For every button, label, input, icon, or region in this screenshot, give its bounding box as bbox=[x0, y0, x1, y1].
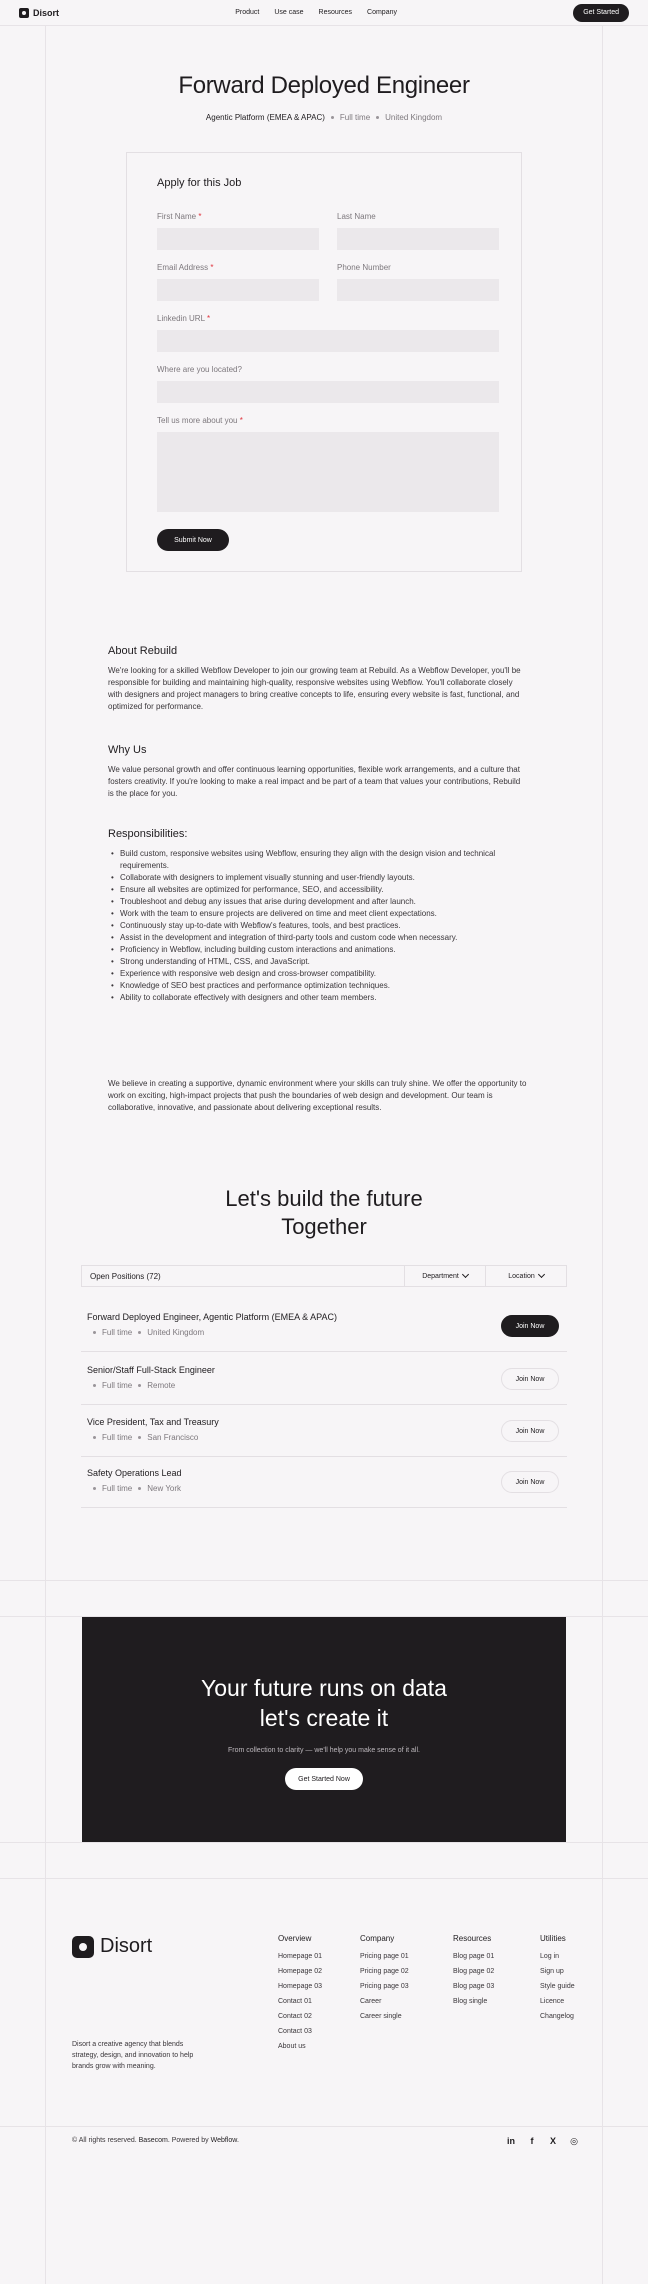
location-group bbox=[157, 365, 499, 403]
closing-text: We believe in creating a supportive, dynamic environment where your skills can truly shine. We offer the opportunity to work on exciting, high-impact projects that push the boundaries of web design and development. Our team is collaborative, innovative, and passionate about delivering exceptional results. bbox=[108, 1079, 527, 1112]
hero bbox=[0, 26, 648, 122]
copyright: © All rights reserved. Basecom. Powered by Webflow. bbox=[72, 2137, 239, 2144]
responsibilities-list bbox=[108, 848, 528, 1004]
instagram-icon[interactable]: ◎ bbox=[570, 2135, 578, 2146]
footer-description: Disort a creative agency that blends strategy, design, and innovation to help brands grow with meaning. bbox=[72, 2041, 194, 2070]
list-item: • Build custom, responsive websites using Webflow, ensuring they align with the design vision and technical requirements. bbox=[108, 848, 528, 872]
nav-links bbox=[235, 9, 397, 16]
job-row[interactable] bbox=[81, 1456, 567, 1508]
about-title: About Rebuild bbox=[108, 645, 178, 657]
job-row-meta: Full time Remote bbox=[93, 1381, 175, 1390]
nav-link-resources[interactable]: Resources bbox=[318, 9, 353, 16]
chevron-down-icon bbox=[462, 1271, 469, 1278]
last-name-group bbox=[337, 212, 499, 250]
phone-label: Phone Number bbox=[337, 263, 391, 272]
job-title: Senior/Staff Full-Stack Engineer bbox=[87, 1365, 215, 1375]
list-item: • Knowledge of SEO best practices and performance optimization techniques. bbox=[108, 980, 528, 992]
footer-link[interactable]: Homepage 02 bbox=[278, 1968, 322, 1975]
job-title: Safety Operations Lead bbox=[87, 1468, 182, 1478]
list-item: • Troubleshoot and debug any issues that arise during development and after launch. bbox=[108, 896, 528, 908]
list-item: • Collaborate with designers to implement visually stunning and user-friendly layouts. bbox=[108, 872, 528, 884]
join-now-button[interactable]: Join Now bbox=[501, 1315, 559, 1337]
about-section bbox=[108, 645, 528, 713]
page-title: Forward Deployed Engineer bbox=[178, 72, 470, 99]
first-name-group bbox=[157, 212, 319, 250]
submit-button[interactable]: Submit Now bbox=[157, 529, 229, 551]
about-group bbox=[157, 416, 499, 512]
nav-link-product[interactable]: Product bbox=[235, 9, 260, 16]
footer-link[interactable]: Contact 01 bbox=[278, 1998, 312, 2005]
job-row-meta: Full time United Kingdom bbox=[93, 1328, 204, 1337]
social-links bbox=[506, 2136, 579, 2146]
top-nav bbox=[0, 0, 648, 26]
responsibilities-section bbox=[108, 828, 528, 1004]
footer-link[interactable]: Pricing page 03 bbox=[360, 1983, 409, 1990]
list-item: • Ensure all websites are optimized for performance, SEO, and accessibility. bbox=[108, 884, 528, 896]
footer-link[interactable]: Pricing page 01 bbox=[360, 1953, 409, 1960]
jobs-filter-bar bbox=[81, 1265, 567, 1287]
footer-link[interactable]: Style guide bbox=[540, 1983, 575, 1990]
separator-dot bbox=[331, 116, 334, 119]
job-team: Agentic Platform (EMEA & APAC) bbox=[205, 113, 325, 122]
divider bbox=[0, 1580, 648, 1581]
location-select[interactable]: Location bbox=[485, 1266, 566, 1286]
footer-column-resources: Resources Blog page 01 Blog page 02 Blog page 03 Blog single bbox=[453, 1934, 495, 2005]
cta-title: Your future runs on data let's create it bbox=[201, 1675, 447, 1731]
linkedin-group bbox=[157, 314, 499, 352]
join-now-button[interactable]: Join Now bbox=[501, 1368, 559, 1390]
list-item: • Ability to collaborate effectively with designers and other team members. bbox=[108, 992, 528, 1004]
job-meta bbox=[0, 113, 648, 122]
cta-subtitle: From collection to clarity — we'll help you make sense of it all. bbox=[228, 1747, 420, 1754]
footer-link[interactable]: Homepage 01 bbox=[278, 1953, 322, 1960]
job-row[interactable] bbox=[81, 1300, 567, 1352]
x-icon[interactable]: X bbox=[549, 2136, 556, 2146]
job-row-meta: Full time New York bbox=[93, 1484, 181, 1493]
responsibilities-title: Responsibilities: bbox=[108, 828, 188, 840]
about-label: Tell us more about you * bbox=[157, 416, 243, 425]
application-form bbox=[126, 152, 522, 572]
basecom-link[interactable]: Basecom. bbox=[138, 2137, 170, 2144]
first-name-label: First Name * bbox=[157, 212, 202, 221]
email-group bbox=[157, 263, 319, 301]
frame-line-left bbox=[45, 26, 46, 2284]
footer-logo[interactable] bbox=[72, 1935, 152, 1958]
get-started-button[interactable]: Get Started bbox=[573, 4, 629, 22]
footer-link[interactable]: Contact 02 bbox=[278, 2013, 312, 2020]
about-text: We're looking for a skilled Webflow Developer to join our growing team at Rebuild. As a Webflow Developer, you'll be responsible for building and maintaining high-quality, responsive websites using Webflow. You'll collaborate closely with designers and project managers to bring creative concepts to life, ensuring every website is fast, functional, and optimized for performance. bbox=[108, 666, 521, 711]
footer-link[interactable]: Career bbox=[360, 1998, 382, 2005]
footer-link[interactable]: Blog page 02 bbox=[453, 1968, 495, 1975]
open-positions-count: Open Positions (72) bbox=[90, 1271, 161, 1281]
job-type: Full time bbox=[339, 113, 371, 122]
job-row[interactable] bbox=[81, 1353, 567, 1405]
footer-link[interactable]: Blog page 03 bbox=[453, 1983, 495, 1990]
chevron-down-icon bbox=[538, 1271, 545, 1278]
brand-name: Disort bbox=[33, 7, 60, 18]
why-title: Why Us bbox=[108, 744, 147, 756]
footer-column-overview: Overview Homepage 01 Homepage 02 Homepage 03 Contact 01 Contact 02 Contact 03 About us bbox=[278, 1934, 322, 2050]
linkedin-icon[interactable]: in bbox=[507, 2136, 515, 2146]
footer-link[interactable]: Log in bbox=[540, 1953, 560, 1960]
location-label: Where are you located? bbox=[157, 365, 242, 374]
footer-link[interactable]: Changelog bbox=[540, 2013, 574, 2020]
last-name-input[interactable] bbox=[337, 228, 499, 250]
jobs-title: Let's build the future Together bbox=[225, 1186, 423, 1239]
footer-link[interactable]: About us bbox=[278, 2043, 306, 2050]
list-item: • Assist in the development and integration of third-party tools and custom code when necessary. bbox=[108, 932, 528, 944]
footer-link[interactable]: Contact 03 bbox=[278, 2028, 312, 2035]
location-input[interactable] bbox=[157, 381, 499, 403]
logo-icon bbox=[72, 1936, 94, 1958]
divider bbox=[0, 2126, 648, 2127]
phone-group bbox=[337, 263, 499, 301]
separator-dot bbox=[376, 116, 379, 119]
footer-link[interactable]: Blog single bbox=[453, 1998, 488, 2005]
nav-link-company[interactable]: Company bbox=[367, 9, 397, 16]
department-select[interactable]: Department bbox=[404, 1266, 485, 1286]
linkedin-input[interactable] bbox=[157, 330, 499, 352]
footer-link[interactable]: Sign up bbox=[540, 1968, 564, 1975]
footer-link[interactable]: Licence bbox=[540, 1998, 565, 2005]
list-item: • Work with the team to ensure projects are delivered on time and meet client expectations. bbox=[108, 908, 528, 920]
join-now-button[interactable]: Join Now bbox=[501, 1471, 559, 1493]
list-item: • Proficiency in Webflow, including building custom interactions and animations. bbox=[108, 944, 528, 956]
phone-input[interactable] bbox=[337, 279, 499, 301]
divider bbox=[0, 1842, 648, 1843]
frame-line-right bbox=[602, 26, 603, 2284]
footer-link[interactable]: Career single bbox=[360, 2013, 402, 2020]
job-title: Vice President, Tax and Treasury bbox=[87, 1417, 219, 1427]
join-now-button[interactable]: Join Now bbox=[501, 1420, 559, 1442]
job-title: Forward Deployed Engineer, Agentic Platform (EMEA & APAC) bbox=[87, 1312, 337, 1322]
why-section bbox=[108, 744, 528, 800]
divider bbox=[0, 1878, 648, 1879]
list-item: • Experience with responsive web design and cross-browser compatibility. bbox=[108, 968, 528, 980]
get-started-now-button[interactable]: Get Started Now bbox=[285, 1768, 363, 1790]
job-row-meta: Full time San Francisco bbox=[93, 1433, 198, 1442]
why-text: We value personal growth and offer continuous learning opportunities, flexible work arrangements, and a culture that fosters creativity. If you're looking to make a real impact and be part of a team that values your contributions, Rebuild is the place for you. bbox=[108, 765, 521, 798]
list-item: • Continuously stay up-to-date with Webflow's features, tools, and best practices. bbox=[108, 920, 528, 932]
footer-link[interactable]: Blog page 01 bbox=[453, 1953, 495, 1960]
footer-brand: Disort bbox=[100, 1935, 153, 1957]
email-input[interactable] bbox=[157, 279, 319, 301]
brand-logo[interactable] bbox=[19, 8, 59, 18]
footer-column-utilities: Utilities Log in Sign up Style guide Licence Changelog bbox=[540, 1934, 575, 2020]
first-name-input[interactable] bbox=[157, 228, 319, 250]
linkedin-label: Linkedin URL * bbox=[157, 314, 211, 323]
closing-section bbox=[108, 1078, 528, 1114]
about-textarea[interactable] bbox=[157, 432, 499, 512]
footer-link[interactable]: Pricing page 02 bbox=[360, 1968, 409, 1975]
nav-link-use-case[interactable]: Use case bbox=[274, 9, 304, 16]
facebook-icon[interactable]: f bbox=[530, 2136, 534, 2146]
job-row[interactable] bbox=[81, 1405, 567, 1457]
logo-icon bbox=[19, 8, 29, 18]
job-location: United Kingdom bbox=[385, 113, 443, 122]
footer-link[interactable]: Homepage 03 bbox=[278, 1983, 322, 1990]
list-item: • Strong understanding of HTML, CSS, and JavaScript. bbox=[108, 956, 528, 968]
email-label: Email Address * bbox=[157, 263, 214, 272]
last-name-label: Last Name bbox=[337, 212, 376, 221]
cta-banner bbox=[82, 1617, 566, 1842]
footer-column-company: Company Pricing page 01 Pricing page 02 Pricing page 03 Career Career single bbox=[360, 1934, 409, 2020]
webflow-link[interactable]: Webflow. bbox=[210, 2137, 239, 2144]
form-title: Apply for this Job bbox=[157, 177, 242, 189]
